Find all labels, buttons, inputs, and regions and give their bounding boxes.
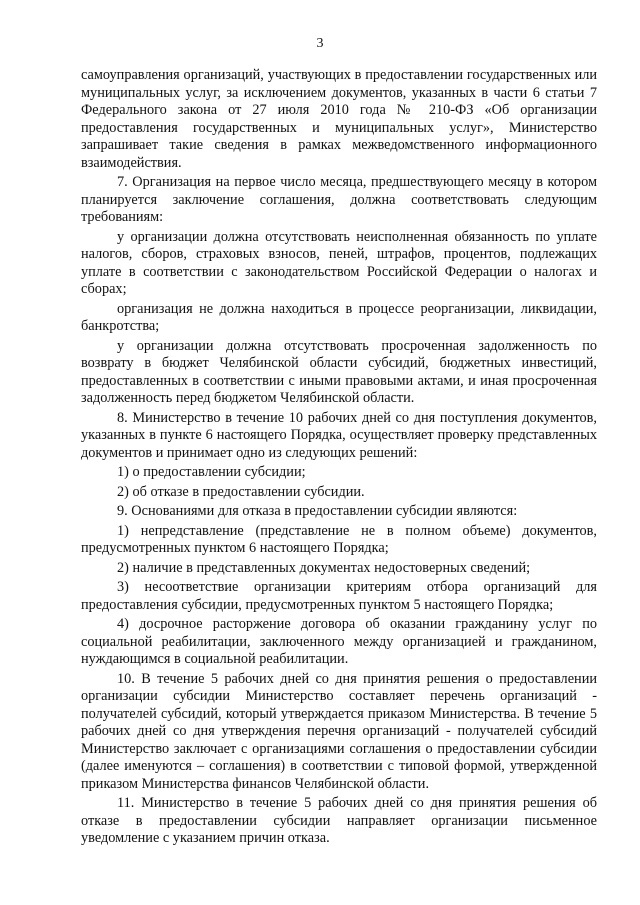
paragraph: 11. Министерство в течение 5 рабочих дней со дня принятия решения об отказе в предоставлении субсидии направляет организации письменное уведомление с указанием причин отказа. <box>81 795 597 846</box>
document-body <box>81 67 597 848</box>
paragraph: 8. Министерство в течение 10 рабочих дней со дня поступления документов, указанных в пункте 6 настоящего Порядка, осуществляет проверку представленных документов и принимает одно из следующих решений: <box>81 409 597 461</box>
paragraph: 2) об отказе в предоставлении субсидии. <box>117 483 365 500</box>
paragraph: 1) непредставление (представление не в полном объеме) документов, предусмотренных пунктом 6 настоящего Порядка; <box>81 522 597 556</box>
paragraph: организация не должна находиться в процессе реорганизации, ликвидации, банкротства; <box>81 300 597 334</box>
paragraph: у организации должна отсутствовать неисполненная обязанность по уплате налогов, сборов, страховых взносов, пеней, штрафов, процентов, подлежащих уплате в соответствии с законодательством Российской Федерации о налогах и сборах; <box>81 228 597 297</box>
page-number: 3 <box>316 36 324 51</box>
paragraph: 3) несоответствие организации критериям отбора организаций для предоставления субсидии, предусмотренных пунктом 5 настоящего Порядка; <box>81 579 597 613</box>
paragraph: 9. Основаниями для отказа в предоставлении субсидии являются: <box>117 503 518 519</box>
paragraph: 7. Организация на первое число месяца, предшествующего месяцу в котором планируется заключение соглашения, должна соответствовать следующим требованиям: <box>81 174 597 225</box>
paragraph: 2) наличие в представленных документах недостоверных сведений; <box>117 559 531 576</box>
paragraph: 1) о предоставлении субсидии; <box>117 464 306 480</box>
paragraph: самоуправления организаций, участвующих в предоставлении государственных или муниципальных услуг, за исключением документов, указанных в части 6 статьи 7 Федерального закона от 27 июля 2010 года № 210-ФЗ «Об организации предоставления государственных и муниципальных услуг», Министерство запрашивает такие сведения в рамках межведомственного информационного взаимодействия. <box>81 67 597 171</box>
paragraph: 4) досрочное расторжение договора об оказании гражданину услуг по социальной реабилитации, заключенного между организацией и гражданином, нуждающимся в социальной реабилитации. <box>81 616 597 667</box>
paragraph: 10. В течение 5 рабочих дней со дня принятия решения о предоставлении организации субсидии Министерство составляет перечень организаций - получателей субсидий, который утверждается приказом Министерства. В течение 5 рабочих дней со дня утверждения перечня организаций - получателей субсидий Министерство заключает с организациями соглашения о предоставлении субсидии (далее именуются – соглашения) в соответствии с типовой формой, утвержденной приказом Министерства финансов Челябинской области. <box>81 670 597 792</box>
paragraph: у организации должна отсутствовать просроченная задолженность по возврату в бюджет Челябинской области субсидий, бюджетных инвестиций, предоставленных в соответствии с иными правовыми актами, и иная просроченная задолженность перед бюджетом Челябинской области. <box>81 337 597 406</box>
